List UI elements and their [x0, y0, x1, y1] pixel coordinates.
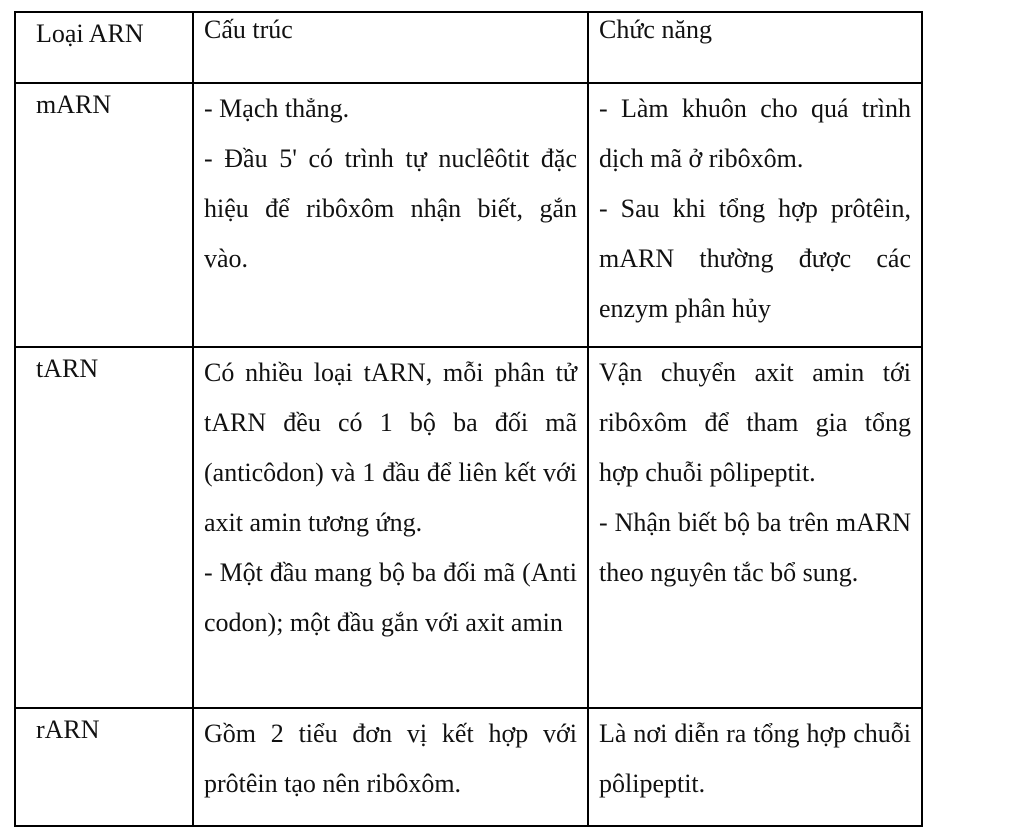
function-text: - Sau khi tổng hợp prôtêin, mARN thường được các enzym phân hủy: [599, 194, 911, 323]
table-row: [15, 347, 922, 708]
function-text: - Nhận biết bộ ba trên mARN theo nguyên tắc bổ sung.: [599, 508, 911, 587]
header-row: [15, 12, 922, 83]
structure-text: - Mạch thẳng.: [204, 94, 350, 123]
structure-cell: [193, 347, 588, 708]
function-cell: [588, 708, 922, 826]
structure-cell: [193, 708, 588, 826]
function-cell: [588, 83, 922, 347]
row-type-label: mARN: [15, 83, 193, 347]
table-row: [15, 708, 922, 826]
structure-text: - Đầu 5' có trình tự nuclêôtit đặc hiệu để ribôxôm nhận biết, gắn vào.: [204, 144, 577, 273]
header-function: Chức năng: [588, 12, 922, 83]
structure-text: Gồm 2 tiểu đơn vị kết hợp với prôtêin tạo nên ribôxôm.: [204, 719, 577, 798]
structure-text: Có nhiều loại tARN, mỗi phân tử tARN đều có 1 bộ ba đối mã (anticôdon) và 1 đầu để liên kết với axit amin tương ứng.: [204, 358, 577, 537]
row-type-label: tARN: [15, 347, 193, 708]
function-text: Vận chuyển axit amin tới ribôxôm để tham gia tổng hợp chuỗi pôlipeptit.: [599, 358, 911, 487]
row-type-label: rARN: [15, 708, 193, 826]
header-type: Loại ARN: [15, 12, 193, 83]
function-text: - Làm khuôn cho quá trình dịch mã ở ribôxôm.: [599, 94, 911, 173]
function-cell: [588, 347, 922, 708]
structure-text: - Một đầu mang bộ ba đối mã (Anti codon); một đầu gắn với axit amin: [204, 558, 577, 637]
table-row: [15, 83, 922, 347]
function-text: Là nơi diễn ra tổng hợp chuỗi pôlipeptit.: [599, 719, 911, 798]
structure-cell: [193, 83, 588, 347]
arn-comparison-table: [14, 11, 923, 827]
header-structure: Cấu trúc: [193, 12, 588, 83]
